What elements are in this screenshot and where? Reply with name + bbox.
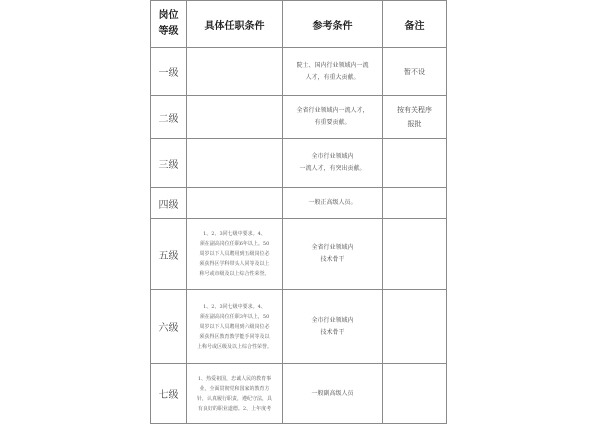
position-grade-table [150,0,447,424]
notes-cell [383,290,447,364]
level-cell: 二级 [151,96,187,139]
notes-cell [383,364,447,424]
conditions-cell [187,219,283,290]
notes-line: 按有关程序 [397,106,432,114]
table-row [151,139,447,188]
level-cell: 四级 [151,188,187,219]
level-cell: 三级 [151,139,187,188]
table-body [151,48,447,424]
conditions-line: 须在副高岗位任职6年以上。50 [199,241,270,247]
notes-line: 报批 [407,120,422,128]
conditions-cell [187,188,283,219]
conditions-line: 1、2、3同七级中要求。4、 [203,303,266,310]
reference-cell [283,188,383,219]
reference-line: 全市行业领域内 [311,153,354,160]
notes-cell [383,188,447,219]
header-level [151,1,187,48]
header-notes: 备注 [383,1,447,48]
reference-line: 人才，有重大贡献。 [305,73,360,81]
table-row [151,364,447,424]
conditions-line: 1、热爱祖国，忠诚人民的教育事 [197,375,272,382]
conditions-line: 须获得区教育教学能手同等及以 [199,333,270,340]
header-row [151,1,447,48]
conditions-line: 业，全面贯彻党和国家的教育方 [199,385,270,392]
notes-line: 暂不设 [404,67,425,76]
notes-cell [383,96,447,139]
reference-line: 技术骨干 [320,328,345,336]
reference-cell [283,290,383,364]
reference-cell [283,139,383,188]
reference-line: 有重要贡献。 [314,119,351,126]
conditions-line: 须获得区学科带头人同等及以上 [199,261,270,267]
level-cell: 七级 [151,364,187,424]
reference-line: 一般正高级人员。 [308,199,357,206]
table-row [151,219,447,290]
reference-cell [283,48,383,96]
header-conditions: 具体任职条件 [187,1,283,48]
conditions-cell [187,290,283,364]
conditions-line: 称号或市级及以上综合性荣誉。 [199,271,270,277]
reference-line: 全省行业领域内一流人才， [296,107,369,114]
level-cell: 五级 [151,219,187,290]
conditions-cell [187,48,283,96]
reference-cell [283,364,383,424]
conditions-line: 周岁以下人员聘用到六级岗位必 [199,323,270,330]
conditions-line: 须在副高岗位任职3年以上，50 [199,313,270,320]
notes-cell [383,139,447,188]
header-reference: 参考条件 [283,1,383,48]
reference-line: 技术骨干 [320,256,345,263]
conditions-line: 上称号或区级及以上综合性荣誉。 [196,343,272,350]
reference-line: 一流人才，有突出贡献。 [299,165,366,172]
conditions-cell [187,139,283,188]
conditions-line: 针，认真履行职责，遵纪守法，具 [196,395,272,402]
reference-cell [283,96,383,139]
table-row [151,188,447,219]
table-row [151,290,447,364]
header-level-line1: 岗位 [158,10,179,21]
conditions-line: 周岁以下人员聘用到五级岗位必 [199,251,270,257]
reference-line: 全省行业领域内 [311,244,354,251]
reference-cell [283,219,383,290]
level-cell: 一级 [151,48,187,96]
notes-cell [383,219,447,290]
level-cell: 六级 [151,290,187,364]
reference-line: 院士、国内行业领域内一流 [296,61,369,69]
notes-cell [383,48,447,96]
conditions-cell [187,364,283,424]
conditions-line: 1、2、3同七级中要求。4、 [203,231,266,237]
reference-line: 一般副高级人员 [311,389,354,397]
table-row [151,96,447,139]
table-row [151,48,447,96]
conditions-line: 有良好的职业道德。2、上年度考 [197,405,272,412]
conditions-cell [187,96,283,139]
reference-line: 全市行业领域内 [311,316,354,324]
header-level-line2: 等级 [158,26,179,37]
